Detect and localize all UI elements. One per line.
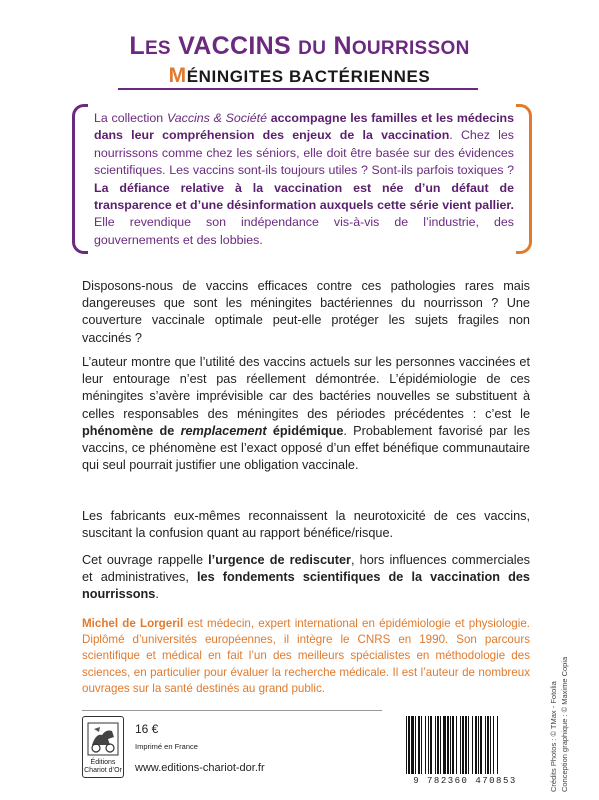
- barcode-bar: [435, 716, 436, 774]
- barcode-bar: [406, 716, 407, 774]
- barcode-bar: [452, 716, 454, 774]
- book-subtitle: MÉNINGITES BACTÉRIENNES: [168, 64, 431, 87]
- publisher-logo: Éditions Chariot d’Or: [82, 716, 124, 778]
- barcode-bar: [468, 716, 469, 774]
- isbn-number: 9 782360 470853: [413, 776, 517, 786]
- barcode-bar: [480, 716, 482, 774]
- barcode-bar: [497, 716, 498, 774]
- footer-divider: [82, 710, 382, 711]
- barcode-bar: [475, 716, 477, 774]
- barcode-bar: [415, 716, 416, 774]
- author-bio: Michel de Lorgeril est médecin, expert international en épidémiologie et physiologie. Diplômé d’universités européennes, il intègre le CNRS en 1990. Son parcours scientifique et médical en fait l’un des meilleurs spécialistes en méthodologie des sciences, en particulier pour évaluer la recherche médicale. Il est l’auteur de nombreux ouvrages sur la santé destinés au grand public.: [82, 617, 530, 695]
- barcode-bar: [443, 716, 446, 774]
- isbn-barcode: [402, 716, 528, 778]
- paragraph-conclusion: Cet ouvrage rappelle l’urgence de rediscuter, hors influences commerciales et administratives, les fondements scientifiques de la vaccination des nourrissons.: [82, 553, 531, 602]
- chariot-icon: [86, 721, 120, 757]
- barcode-bar: [447, 716, 449, 774]
- barcode-bar: [440, 716, 441, 774]
- barcode-bar: [428, 716, 429, 774]
- barcode-bar: [430, 716, 432, 774]
- barcode-bar: [418, 716, 420, 774]
- barcode-bar: [478, 716, 479, 774]
- collection-intro-text: La collection Vaccins & Société accompagne les familles et les médecins dans leur compréhension des enjeux de la vaccination. Chez les nourrissons comme chez les séniors, elle doit être basée sur des évidences scientifiques. Les vaccins sont-ils toujours utiles ? Sont-ils parfois toxiques ? La défiance relative à la vaccination est née d’un défaut de transparence et d’une désinformation auxquels cette série vient pallier. Elle revendique son indépendance vis-à-vis de l’industrie, des gouvernements et des lobbies.: [94, 111, 515, 247]
- title-divider: [118, 88, 478, 90]
- left-bracket: [72, 104, 88, 254]
- book-title: LES VACCINS DU NOURRISSON: [129, 32, 470, 60]
- barcode-bar: [487, 716, 489, 774]
- price: 16 €: [135, 722, 159, 736]
- barcode-bar: [472, 716, 473, 774]
- barcode-bar: [425, 716, 426, 774]
- barcode-bar: [465, 716, 467, 774]
- barcode-bar: [462, 716, 464, 774]
- barcode-bar: [408, 716, 410, 774]
- barcode-bar: [490, 716, 491, 774]
- barcode-bar: [450, 716, 451, 774]
- credits: Crédits Photos : © TMax - Fotolia Conception graphique : © Maxime Copia: [549, 656, 569, 792]
- barcode-bar: [493, 716, 494, 774]
- publisher-website: www.editions-chariot-dor.fr: [135, 762, 265, 774]
- barcode-bar: [485, 716, 486, 774]
- collection-intro-box: [72, 104, 532, 258]
- barcode-bar: [456, 716, 457, 774]
- barcode-bar: [411, 716, 414, 774]
- author-name: Michel de Lorgeril: [82, 617, 184, 630]
- printed-in: Imprimé en France: [135, 742, 198, 751]
- paragraph-questions: Disposons-nous de vaccins efficaces contre ces pathologies rares mais dangereuses que sont les méningites bactériennes du nourrisson ? Une couverture vaccinale optimale peut-elle protéger les sujets fragiles non vaccinés ?: [82, 279, 530, 345]
- paragraph-neurotoxicity: Les fabricants eux-mêmes reconnaissent la neurotoxicité de ces vaccins, suscitant la confusion quant au rapport bénéfice/risque.: [82, 509, 530, 541]
- barcode-bar: [460, 716, 461, 774]
- paragraph-author-argument: L’auteur montre que l’utilité des vaccins actuels sur les personnes vaccinées et leur entourage n’est pas réellement démontrée. L’épidémiologie de ces méningites s’avère imprévisible car des bactéries nouvelles se substituent à celles responsables des méningites des périodes précédentes : c’est le phénomène de remplacement épidémique. Probablement favorisé par les vaccins, ce phénomène est l’exact opposé d’un effet bénéfique communautaire qui seul pourrait justifier une obligation vaccinale.: [82, 355, 530, 473]
- right-bracket: [516, 104, 532, 254]
- barcode-bar: [437, 716, 439, 774]
- barcode-bar: [421, 716, 422, 774]
